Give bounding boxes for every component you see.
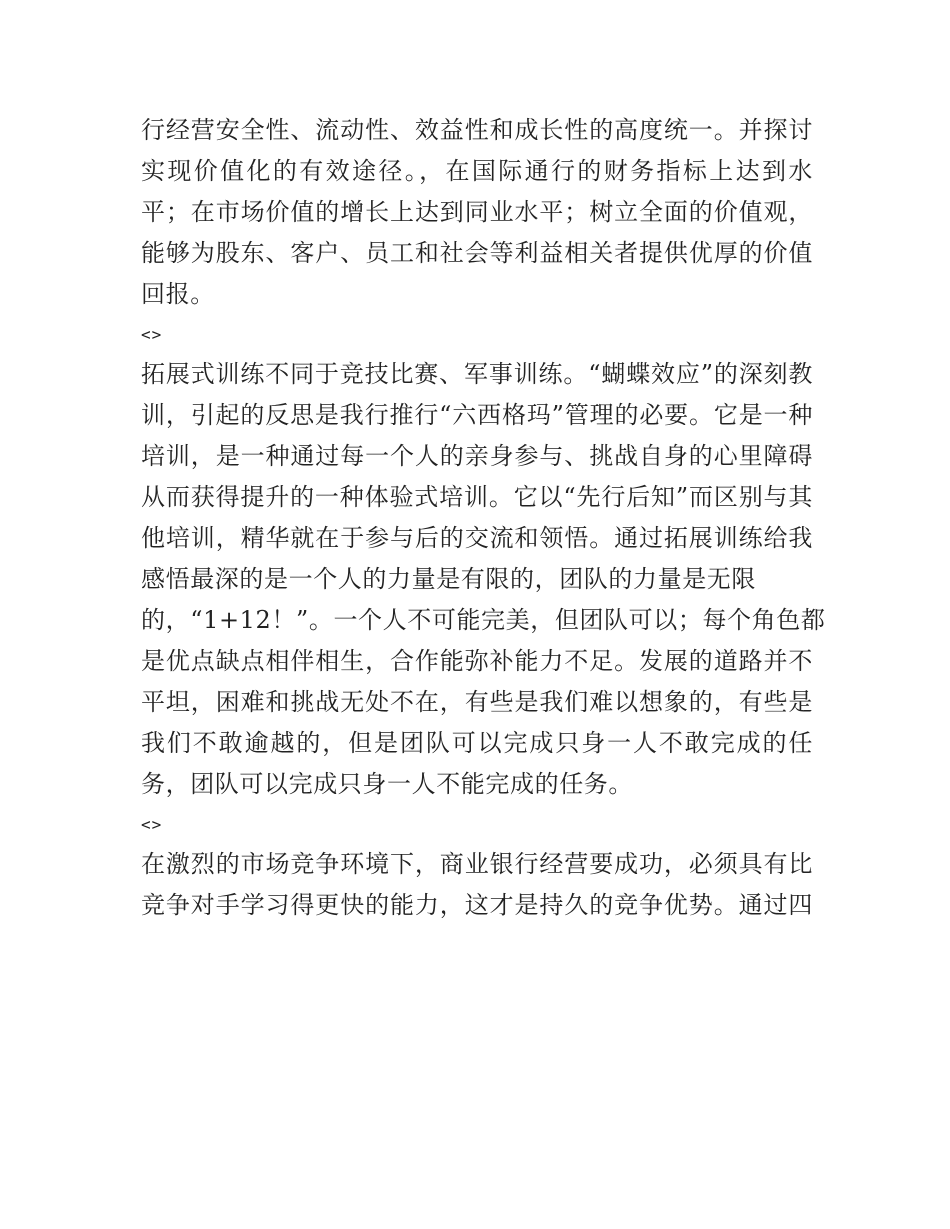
section-separator: <> (141, 325, 163, 344)
paragraph-line: 拓展式训练不同于竞技比赛、军事训练。“蝴蝶效应”的深刻教 (141, 360, 813, 388)
paragraph-line: 实现价值化的有效途径。，在国际通行的财务指标上达到水 (141, 157, 813, 185)
paragraph-line: 的，“1+12！”。一个人不可能完美，但团队可以；每个角色都 (141, 606, 826, 634)
paragraph-line: 平坦，困难和挑战无处不在，有些是我们难以想象的，有些是 (141, 688, 813, 716)
paragraph-line: 在激烈的市场竞争环境下，商业银行经营要成功，必须具有比 (141, 850, 813, 878)
paragraph-line: 我们不敢逾越的，但是团队可以完成只身一人不敢完成的任 (141, 729, 813, 757)
section-separator: <> (141, 815, 163, 834)
paragraph-line: 回报。 (141, 280, 215, 308)
paragraph-line: 从而获得提升的一种体验式培训。它以“先行后知”而区别与其 (141, 483, 813, 511)
paragraph-1 (141, 110, 813, 315)
paragraph-line: 他培训，精华就在于参与后的交流和领悟。通过拓展训练给我 (141, 524, 813, 552)
paragraph-line: 感悟最深的是一个人的力量是有限的，团队的力量是无限 (141, 565, 756, 593)
paragraph-line: 培训，是一种通过每一个人的亲身参与、挑战自身的心里障碍 (141, 442, 813, 470)
paragraph-2 (141, 354, 826, 805)
paragraph-3 (141, 844, 813, 926)
paragraph-line: 能够为股东、客户、员工和社会等利益相关者提供优厚的价值 (141, 239, 813, 267)
paragraph-line: 是优点缺点相伴相生，合作能弥补能力不足。发展的道路并不 (141, 647, 813, 675)
paragraph-line: 行经营安全性、流动性、效益性和成长性的高度统一。并探讨 (141, 116, 813, 144)
paragraph-line: 务，团队可以完成只身一人不能完成的任务。 (141, 770, 633, 798)
paragraph-line: 平；在市场价值的增长上达到同业水平；树立全面的价值观， (141, 198, 813, 226)
paragraph-line: 竞争对手学习得更快的能力，这才是持久的竞争优势。通过四 (141, 891, 813, 919)
document-body (141, 110, 826, 926)
paragraph-line: 训，引起的反思是我行推行“六西格玛”管理的必要。它是一种 (141, 401, 813, 429)
